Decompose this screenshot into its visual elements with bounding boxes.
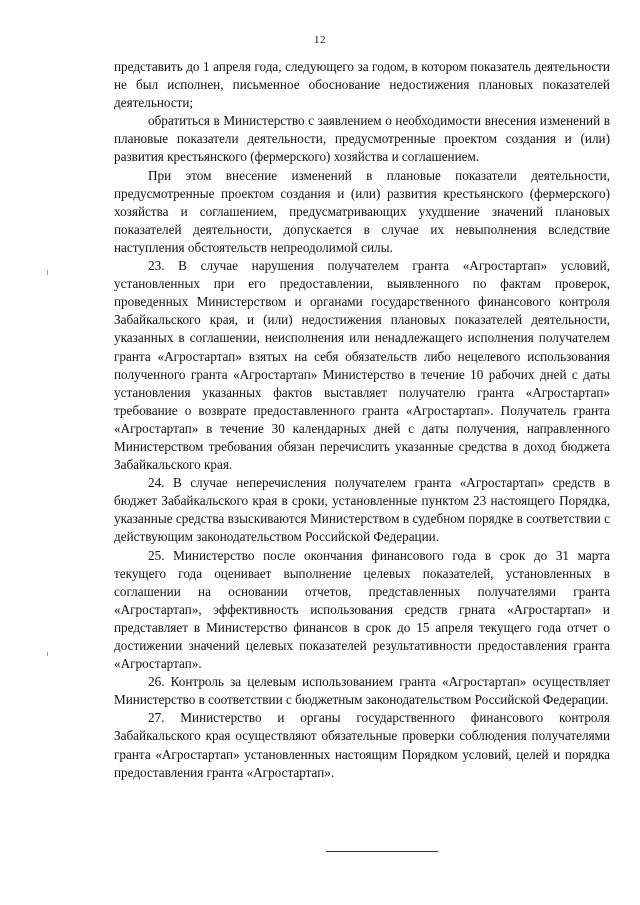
paragraph-clause-24: 24. В случае неперечисления получателем гранта «Агростартап» средств в бюджет Забайкальского края в сроки, установленные пунктом 23 настоящего Порядка, указанные средства взыскиваются Министерством в судебном порядке в соответствии с действующим законодательством Российской Федерации. xyxy=(114,475,610,545)
paragraph-clause-26: 26. Контроль за целевым использованием гранта «Агростартап» осуществляет Министерство в соответствии с бюджетным законодательством Российской Федерации. xyxy=(114,674,610,708)
scan-artifact-mark xyxy=(47,652,48,656)
paragraph-continuation-deadline: представить до 1 апреля года, следующего за годом, в котором показатель деятельности не был исполнен, письменное обоснование недостижения плановых показателей деятельности; xyxy=(114,59,610,111)
scan-artifact-mark xyxy=(47,270,48,275)
document-body xyxy=(114,58,610,782)
paragraph-clause-27: 27. Министерство и органы государственного финансового контроля Забайкальского края осуществляют обязательные проверки соблюдения получателями гранта «Агростартап» установленных настоящим Порядком условий, целей и порядка предоставления гранта «Агростартап». xyxy=(114,710,610,780)
page-number: 12 xyxy=(314,34,326,46)
paragraph-clause-25: 25. Министерство после окончания финансового года в срок до 31 марта текущего года оценивает выполнение целевых показателей, установленных в соглашении на основании отчетов, представленных получателями гранта «Агростартап», эффективность использования средств грната «Агростартап» и представляет в Министерство финансов в срок до 15 апреля текущего года отчет о достижении значений целевых показателей результативности предоставления гранта «Агростартап». xyxy=(114,547,610,672)
paragraph-changes-conditions: При этом внесение изменений в плановые показатели деятельности, предусмотренные проектом создания и (или) развития крестьянского (фермерского) хозяйства и соглашением, предусматривающих ухудшение значений плановых показателей деятельности, допускается в случае их невыполнения вследствие наступления обстоятельств непреодолимой силы. xyxy=(114,167,610,255)
paragraph-apply-ministry: обратиться в Министерство с заявлением о необходимости внесения изменений в плановые показатели деятельности, предусмотренные проектом создания и (или) развития крестьянского (фермерского) хозяйства и соглашением. xyxy=(114,113,610,165)
end-of-text-rule xyxy=(326,851,438,852)
paragraph-clause-23: 23. В случае нарушения получателем гранта «Агростартап» условий, установленных при его предоставлении, выявленного по фактам проверок, проведенных Министерством и органами государственного финансового контроля Забайкальского края, и (или) недостижения плановых показателей деятельности, указанных в соглашении, неисполнения или ненадлежащего исполнения получателем гранта «Агростартап» взятых на себя обязательств либо нецелевого использования полученного гранта «Агростартап» Министерство в течение 10 рабочих дней с даты установления указанных фактов выставляет получателю гранта «Агростартап» требование о возврате предоставленного гранта «Агростартап». Получатель гранта «Агростартап» в течение 30 календарных дней с даты получения, направленного Министерством требования обязан перечислить указанные средства в доход бюджета Забайкальского края. xyxy=(114,258,610,473)
